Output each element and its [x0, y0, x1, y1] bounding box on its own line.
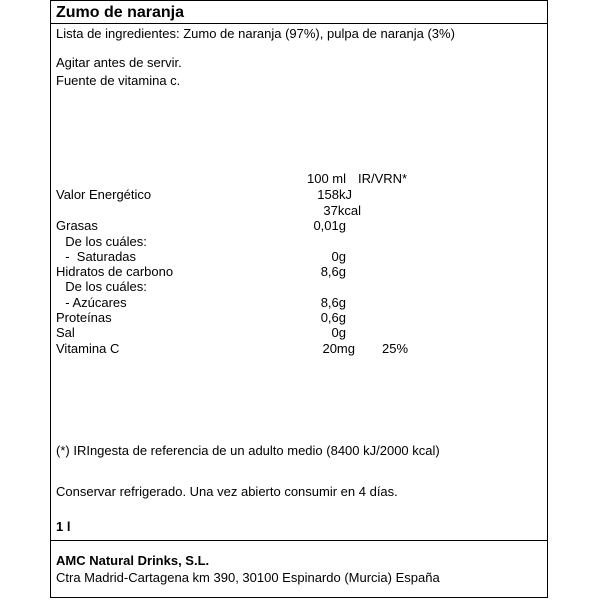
row-saturated-value: 0g [331, 249, 346, 264]
row-carbs-sub-header: De los cuáles: [58, 279, 147, 294]
title-divider [50, 23, 548, 24]
volume-divider [50, 540, 548, 541]
product-title: Zumo de naranja [56, 4, 185, 21]
volume-label: 1 l [56, 519, 71, 534]
row-fat-sub-header: De los cuáles: [58, 234, 147, 249]
ingredients-list: Lista de ingredientes: Zumo de naranja (97%), pulpa de naranja (3%) [56, 26, 455, 41]
row-protein-value: 0,6g [320, 310, 346, 325]
row-fat-label: Grasas [56, 218, 98, 233]
row-saturated-label: - Saturadas [58, 249, 137, 264]
row-energy-label: Valor Energético [56, 187, 152, 202]
row-energy-kj-value: 158kJ [317, 187, 352, 202]
row-carbs-value: 8,6g [320, 264, 346, 279]
row-vitamin-c-ir: 25% [382, 341, 409, 356]
row-salt-value: 0g [331, 325, 346, 340]
shake-instruction: Agitar antes de servir. [56, 55, 182, 70]
storage-instructions: Conservar refrigerado. Una vez abierto consumir en 4 días. [56, 484, 398, 499]
company-name: AMC Natural Drinks, S.L. [56, 553, 210, 568]
row-salt-label: Sal [56, 325, 75, 340]
row-carbs-label: Hidratos de carbono [56, 264, 174, 279]
vitamin-source: Fuente de vitamina c. [56, 73, 181, 88]
row-energy-kcal-value: 37kcal [323, 203, 361, 218]
row-vitamin-c-label: Vitamina C [56, 341, 120, 356]
nutrition-header-per: 100 ml [307, 171, 347, 186]
row-sugars-label: - Azúcares [58, 295, 127, 310]
row-fat-value: 0,01g [313, 218, 346, 233]
row-sugars-value: 8,6g [320, 295, 346, 310]
company-address: Ctra Madrid-Cartagena km 390, 30100 Espinardo (Murcia) España [56, 570, 440, 585]
reference-footnote: (*) IRIngesta de referencia de un adulto medio (8400 kJ/2000 kcal) [56, 443, 440, 458]
row-protein-label: Proteínas [56, 310, 112, 325]
nutrition-header-ir: IR/VRN* [358, 171, 408, 186]
row-vitamin-c-value: 20mg [322, 341, 355, 356]
